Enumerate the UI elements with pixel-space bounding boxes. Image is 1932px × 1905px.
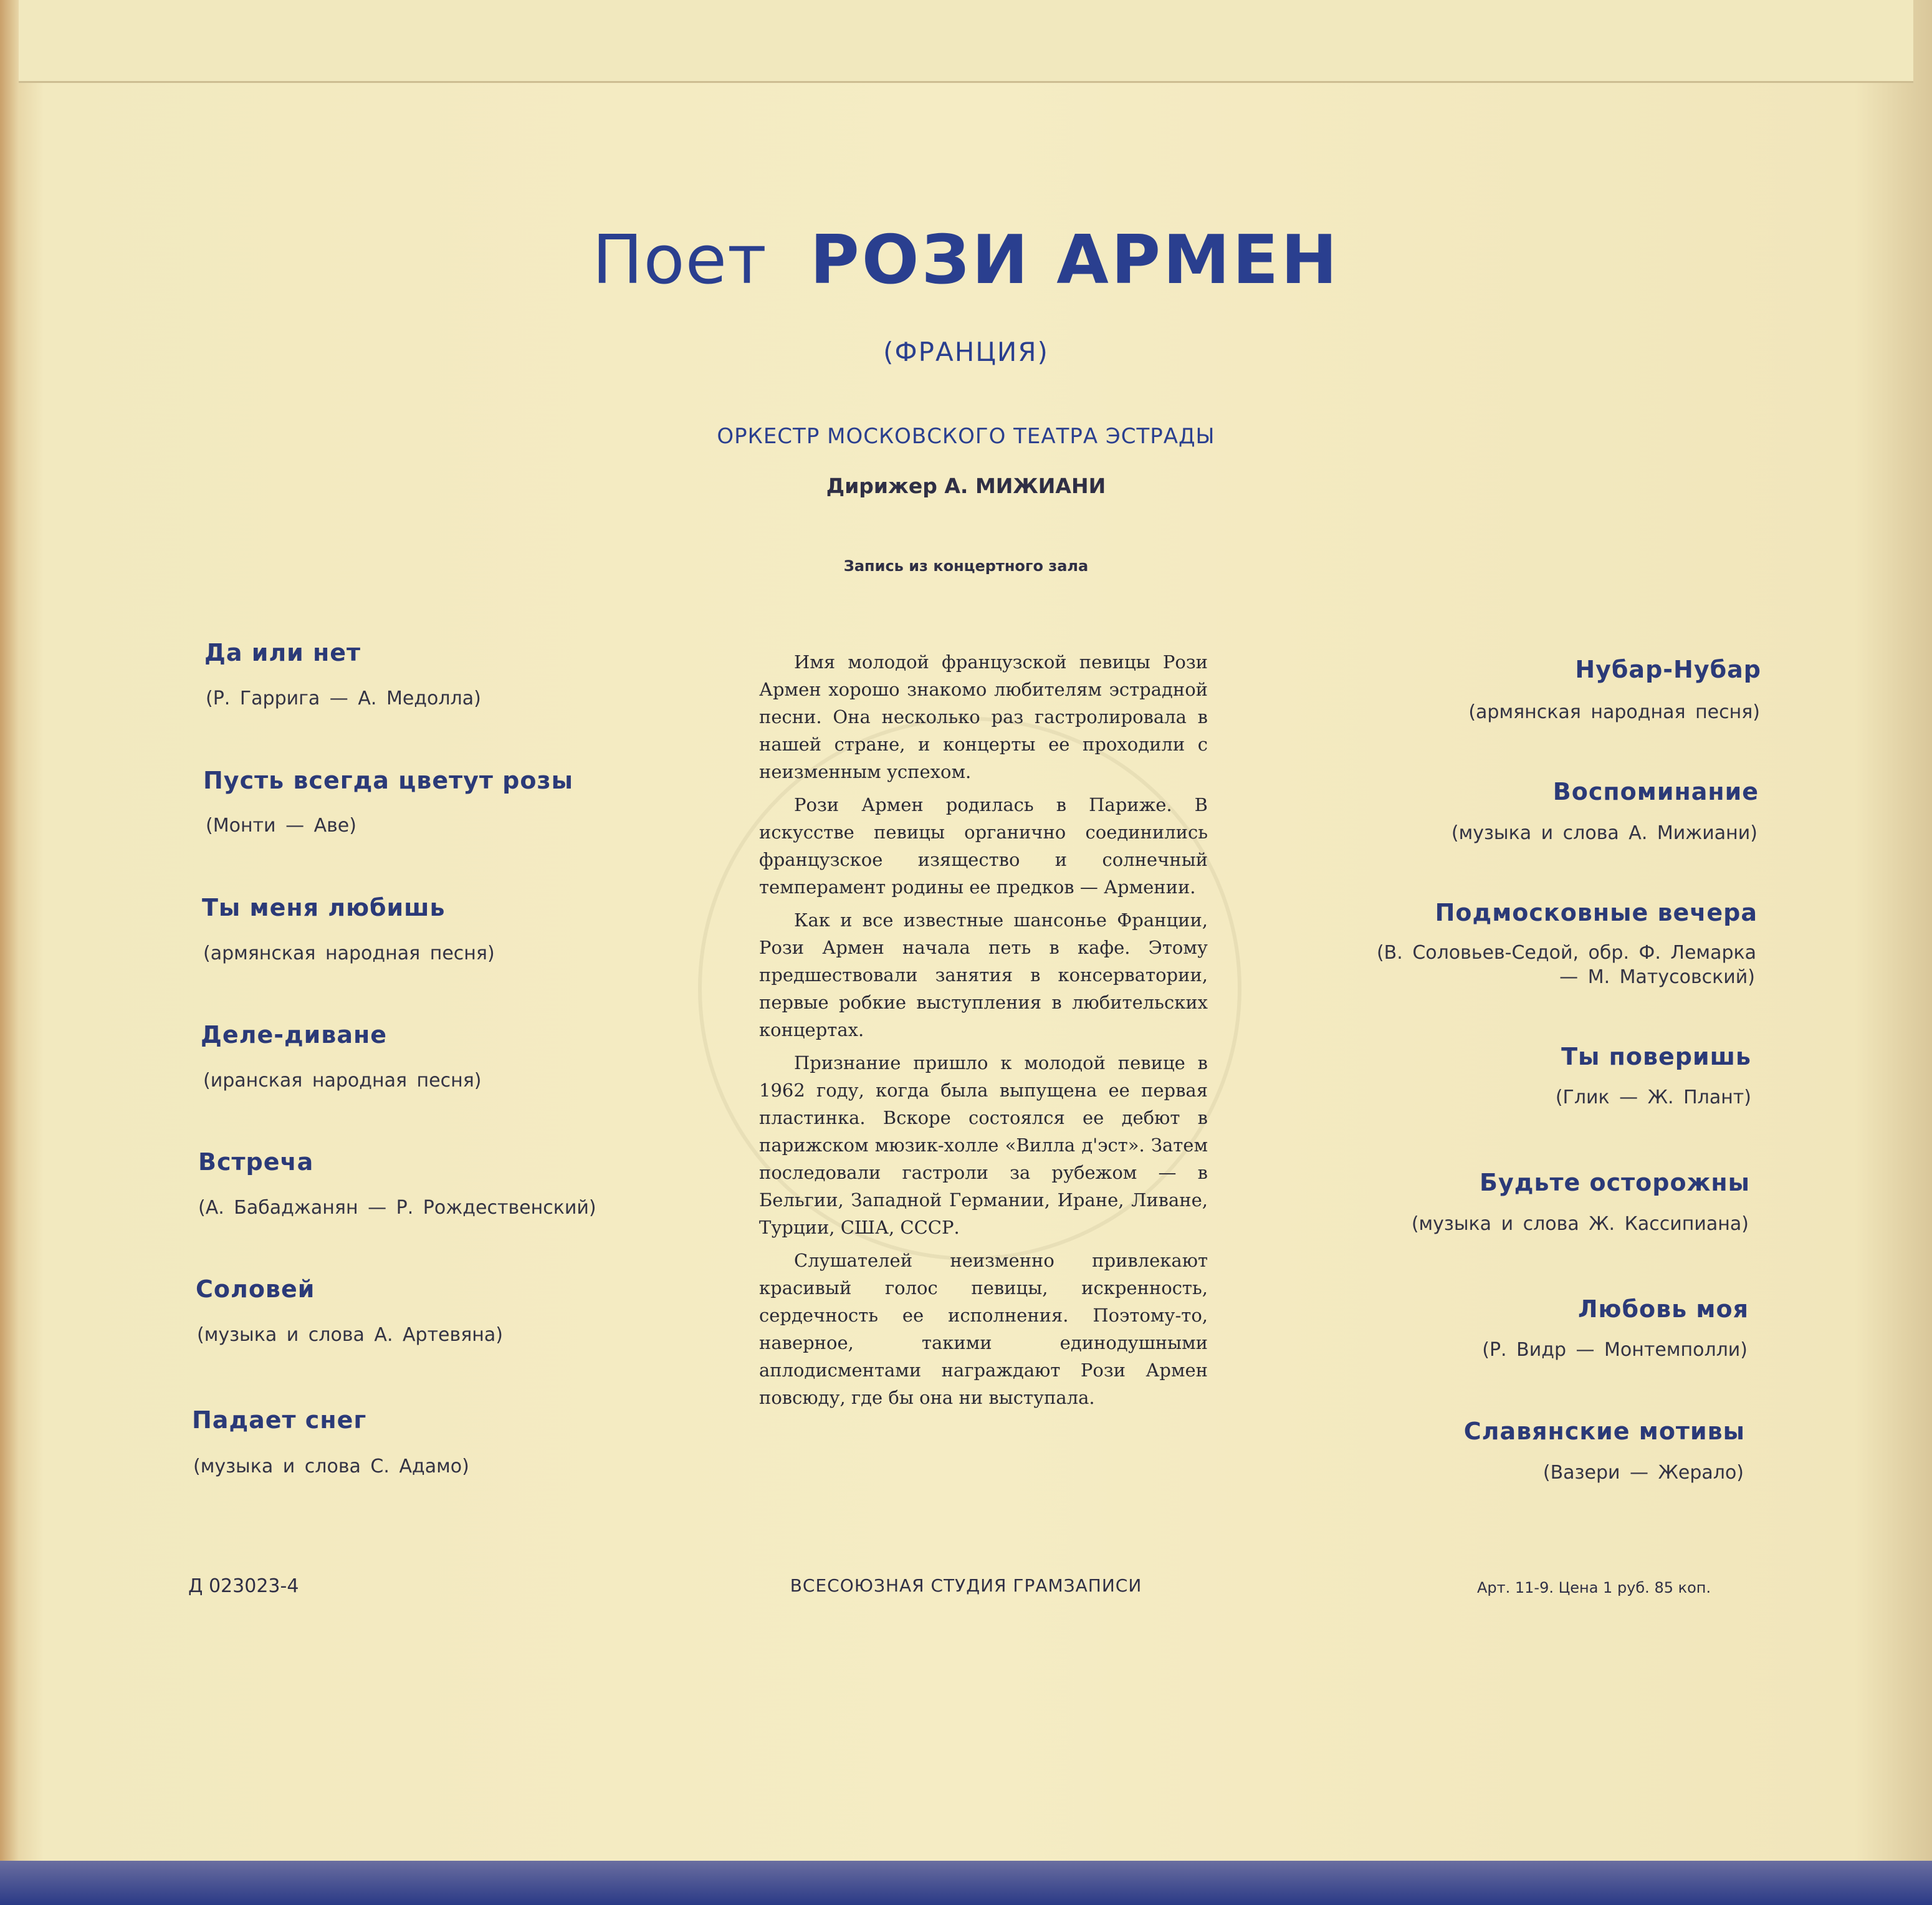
track-credit: (Р. Видр — Монтемполли) [1482, 1339, 1748, 1361]
sleeve-bottom-band [0, 1861, 1932, 1905]
recording-note: Запись из концертного зала [843, 557, 1089, 575]
track-credit: (музыка и слова А. Мижиани) [1451, 822, 1757, 844]
price-label: Арт. 11-9. Цена 1 руб. 85 коп. [1477, 1579, 1711, 1596]
track-credit: (Вазери — Жерало) [1542, 1462, 1744, 1484]
bio-paragraph: Имя молодой французской певицы Рози Армен хорошо знакомо любителям эстрадной песни. Она несколько раз гастролировала в нашей стране, и концерты ее проходили с неизменным успехом. [759, 651, 1208, 782]
track-title: Пусть всегда цветут розы [203, 767, 573, 794]
bio-paragraph: Слушателей неизменно привлекают красивый голос певицы, искренность, сердечность ее исполнения. Поэтому-то, наверное, такими единодушными аплодисментами награждают Рози Армен повсюду, где бы она ни выступала. [759, 1250, 1208, 1408]
track-title: Воспоминание [1552, 778, 1759, 805]
artist-biography [759, 648, 1208, 1417]
track-credit: (музыка и слова С. Адамо) [193, 1456, 469, 1477]
track-credit: (армянская народная песня) [203, 943, 495, 964]
sleeve-flap [19, 0, 1913, 83]
track-credit: (музыка и слова А. Артевяна) [197, 1324, 503, 1346]
bio-paragraph: Признание пришло к молодой певице в 1962 году, когда была выпущена ее первая пластинка. Вскоре состоялся ее дебют в парижском мюзик-холле «Вилла д'эст». Затем последовали гастроли за рубежом — в Бельгии, Западной Германии, Иране, Ливане, Турции, США, СССР. [759, 1052, 1208, 1238]
track-credit: (Р. Гаррига — А. Медолла) [206, 688, 481, 709]
track-title: Подмосковные вечера [1435, 899, 1757, 926]
track-title: Будьте осторожны [1480, 1169, 1750, 1196]
track-credit: (музыка и слова Ж. Кассипиана) [1411, 1213, 1749, 1235]
orchestra: ОРКЕСТР МОСКОВСКОГО ТЕАТРА ЭСТРАДЫ [717, 424, 1215, 449]
artist-name: РОЗИ АРМЕН [810, 221, 1340, 299]
conductor: Дирижер А. МИЖИАНИ [826, 474, 1106, 498]
track-title: Встреча [198, 1148, 314, 1176]
bio-paragraph: Как и все известные шансонье Франции, Рози Армен начала петь в кафе. Этому предшествовали занятия в консерватории, первые робкие выступления в любительских концертах. [759, 909, 1208, 1040]
track-title: Ты поверишь [1561, 1043, 1751, 1070]
bio-paragraph: Рози Армен родилась в Париже. В искусстве певицы органично соединились французское изящество и солнечный темперамент родины ее предков — Армении. [759, 794, 1208, 898]
track-credit: — М. Матусовский) [1559, 966, 1755, 988]
track-credit: (В. Соловьев-Седой, обр. Ф. Лемарка [1376, 942, 1756, 964]
record-studio: ВСЕСОЮЗНАЯ СТУДИЯ ГРАМЗАПИСИ [790, 1575, 1142, 1596]
track-title: Да или нет [204, 639, 361, 666]
track-title: Любовь моя [1577, 1295, 1749, 1323]
title-prefix: Поет [592, 221, 767, 299]
track-credit: (армянская народная песня) [1468, 701, 1760, 723]
track-title: Падает снег [192, 1406, 367, 1434]
track-title: Деле-диване [201, 1021, 388, 1048]
track-credit: (Монти — Аве) [206, 815, 356, 837]
track-credit: (А. Бабаджанян — Р. Рождественский) [198, 1197, 596, 1219]
track-title: Соловей [196, 1275, 315, 1303]
track-title: Нубар-Нубар [1575, 656, 1761, 683]
album-title [0, 221, 1932, 299]
track-credit: (иранская народная песня) [203, 1070, 482, 1092]
artist-country: (ФРАНЦИЯ) [883, 337, 1049, 367]
catalog-number: Д 023023-4 [188, 1575, 299, 1597]
track-title: Славянские мотивы [1463, 1418, 1745, 1445]
track-credit: (Глик — Ж. Плант) [1555, 1087, 1751, 1108]
track-title: Ты меня любишь [202, 894, 446, 921]
